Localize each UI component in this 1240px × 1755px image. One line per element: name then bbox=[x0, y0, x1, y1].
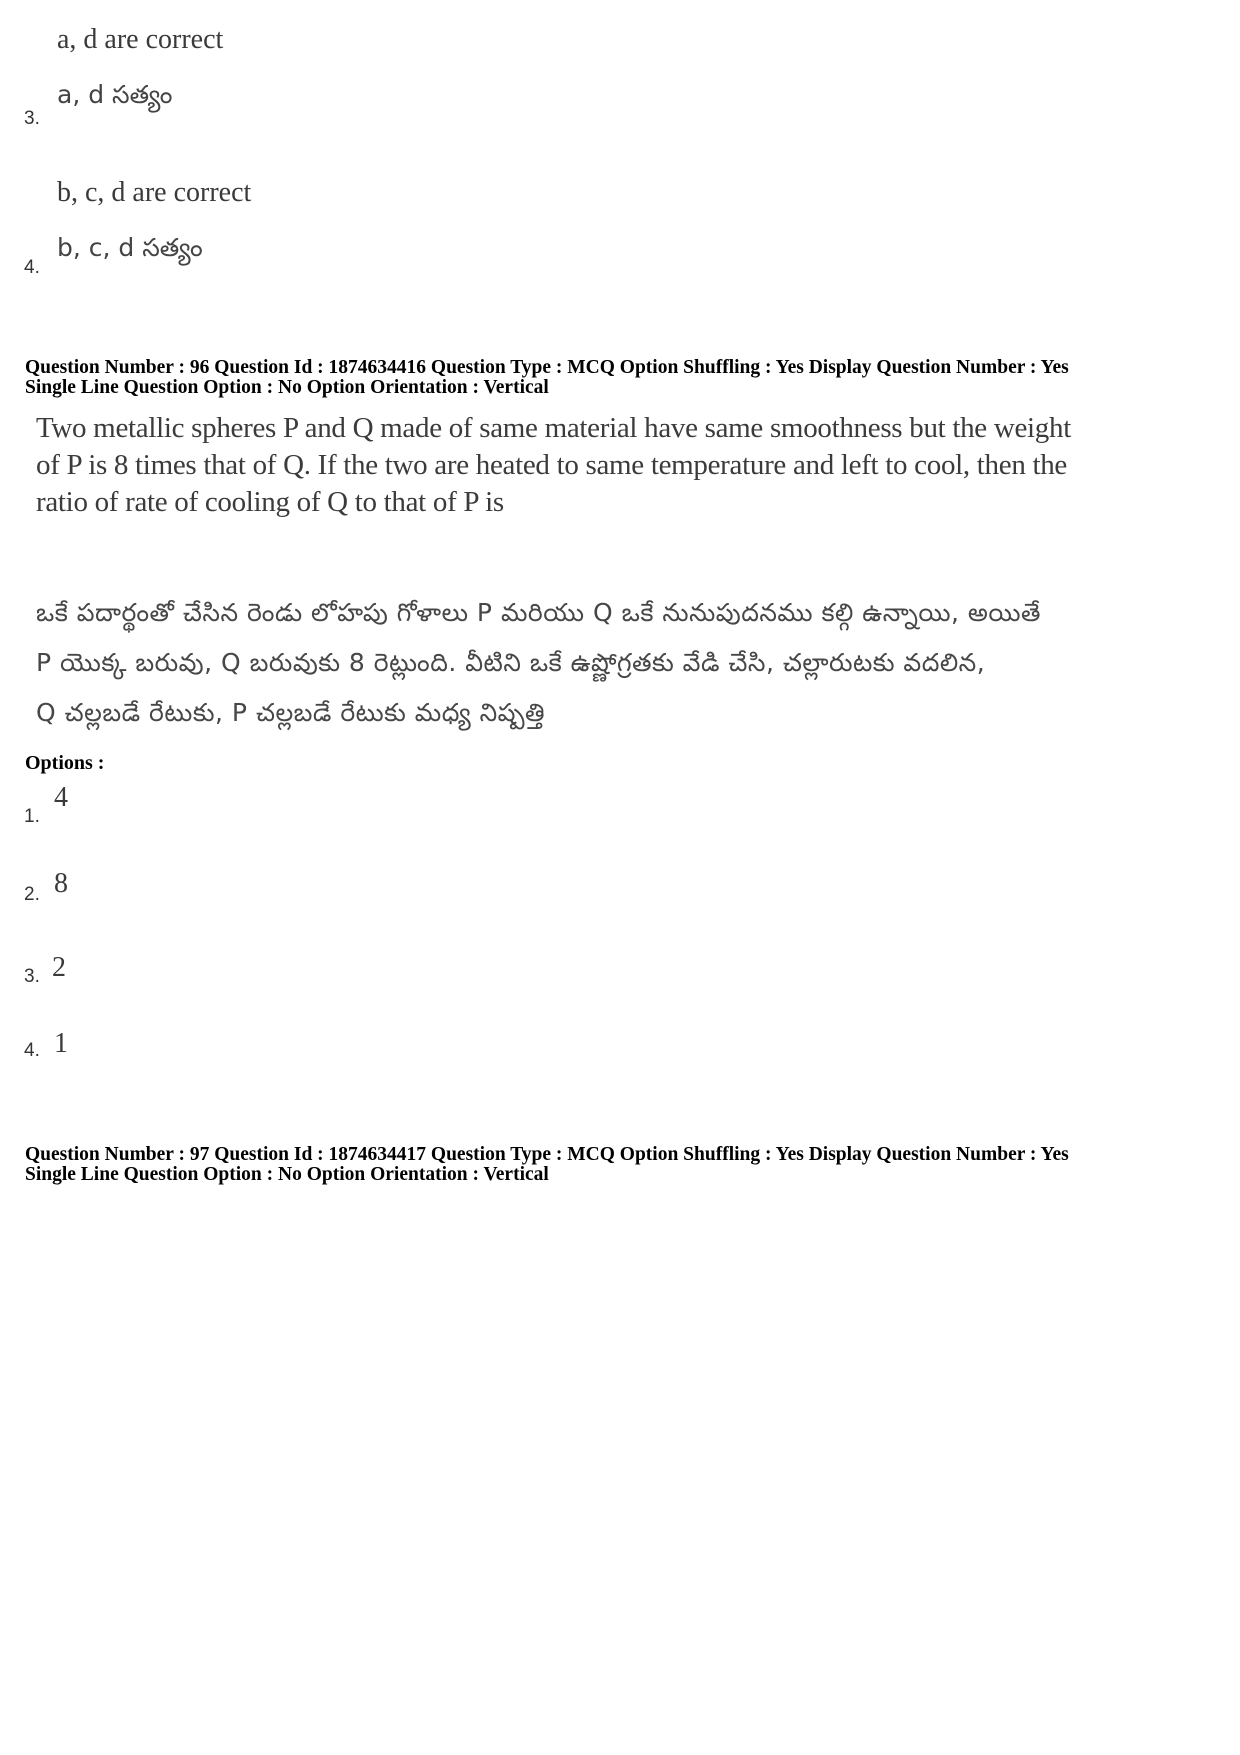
q96-option-2-number: 2. bbox=[24, 884, 40, 905]
prev-option-3-text-en: a, d are correct bbox=[57, 24, 224, 55]
q96-meta-line2: Single Line Question Option : No Option Orientation : Vertical bbox=[25, 377, 549, 398]
prev-option-3-number: 3. bbox=[24, 108, 40, 129]
prev-option-3-text-te: a, d సత్యం bbox=[57, 80, 173, 109]
q96-option-3-value: 2 bbox=[52, 952, 66, 983]
q96-option-4-value: 1 bbox=[54, 1028, 68, 1059]
q96-option-1-value: 4 bbox=[54, 782, 68, 813]
q96-question-text-te bbox=[36, 588, 1186, 738]
q97-meta-line1: Question Number : 97 Question Id : 1874634417 Question Type : MCQ Option Shuffling : Yes Display Question Number : Yes bbox=[25, 1144, 1069, 1165]
q96-question-en-line: Two metallic spheres P and Q made of same material have same smoothness but the weight bbox=[36, 412, 1071, 444]
q96-question-te-line: P యొక్క బరువు, Q బరువుకు 8 రెట్లుంది. వీటిని ఒకే ఉష్ణోగ్రతకు వేడి చేసి, చల్లారుటకు వదలిన, bbox=[36, 648, 986, 677]
q96-option-2-value: 8 bbox=[54, 868, 68, 899]
q96-question-en-line: ratio of rate of cooling of Q to that of P is bbox=[36, 486, 504, 518]
q96-question-te-line: ఒకే పదార్థంతో చేసిన రెండు లోహపు గోళాలు P మరియు Q ఒకే నునుపుదనము కల్గి ఉన్నాయి, అయితే bbox=[36, 598, 1042, 627]
q96-option-4-number: 4. bbox=[24, 1040, 40, 1061]
q96-meta-line1: Question Number : 96 Question Id : 1874634416 Question Type : MCQ Option Shuffling : Yes Display Question Number : Yes bbox=[25, 357, 1069, 378]
prev-option-4-text-te: b, c, d సత్యం bbox=[57, 233, 203, 262]
prev-option-4-number: 4. bbox=[24, 257, 40, 278]
q96-question-text-en bbox=[36, 410, 1186, 521]
q96-option-1-number: 1. bbox=[24, 806, 40, 827]
q96-question-te-line: Q చల్లబడే రేటుకు, P చల్లబడే రేటుకు మధ్య నిష్పత్తి bbox=[36, 698, 546, 727]
q96-options-label: Options : bbox=[25, 752, 105, 774]
q96-question-en-line: of P is 8 times that of Q. If the two are heated to same temperature and left to cool, then the bbox=[36, 449, 1068, 481]
prev-option-4-text-en: b, c, d are correct bbox=[57, 177, 252, 208]
q96-option-3-number: 3. bbox=[24, 966, 40, 987]
q97-meta-line2: Single Line Question Option : No Option Orientation : Vertical bbox=[25, 1164, 549, 1185]
